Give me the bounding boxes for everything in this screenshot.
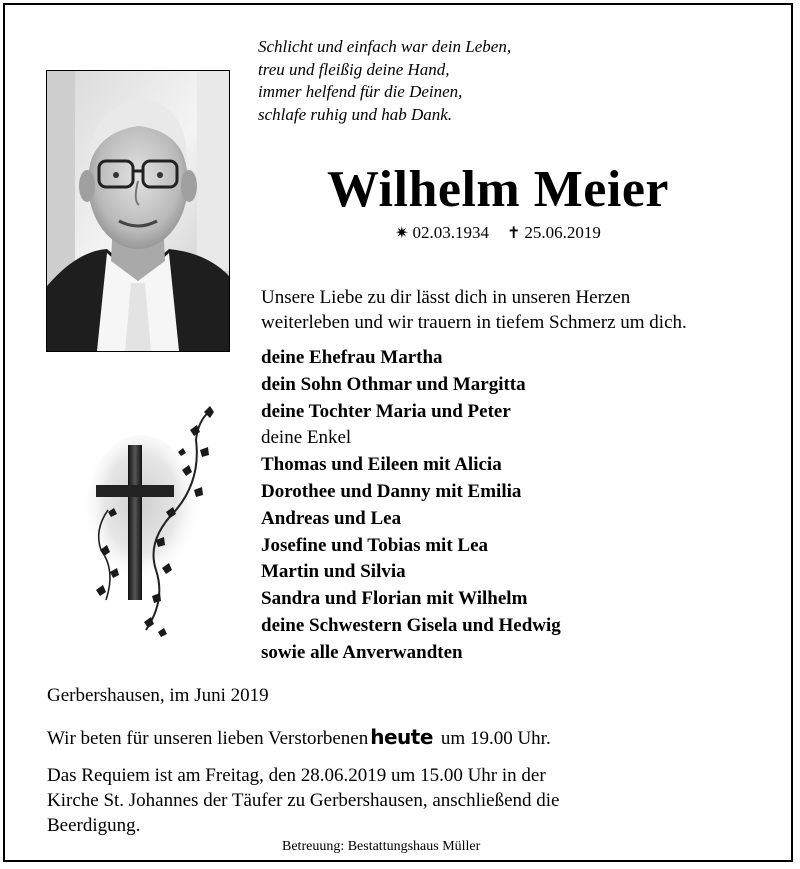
prayer-notice [47, 725, 551, 750]
birth-star-icon: ✷ [395, 225, 409, 242]
poem-line: schlafe ruhig und hab Dank. [258, 104, 453, 124]
funeral-home: Betreuung: Bestattungshaus Müller [282, 839, 481, 854]
mourner-line: Sandra und Florian mit Wilhelm [261, 588, 528, 610]
mourners-list [261, 345, 561, 667]
mourner-line: Thomas und Eileen mit Alicia [261, 454, 502, 476]
deceased-name: Wilhelm Meier [327, 161, 669, 218]
requiem-line: Beerdigung. [47, 815, 141, 836]
requiem-line: Kirche St. Johannes der Täufer zu Gerbershausen, anschließend die [47, 790, 560, 811]
mourner-line: deine Schwestern Gisela und Hedwig [261, 614, 561, 636]
mourner-line: Dorothee und Danny mit Emilia [261, 480, 522, 502]
mourner-line: deine Ehefrau Martha [261, 347, 443, 368]
requiem-line: Das Requiem ist am Freitag, den 28.06.2019 um 15.00 Uhr in der [47, 765, 546, 786]
intro-line: Unsere Liebe zu dir lässt dich in unseren Herzen [261, 287, 631, 308]
mourner-line: sowie alle Anverwandten [261, 641, 463, 663]
prayer-text-after: um 19.00 Uhr. [440, 728, 551, 749]
prayer-text-before: Wir beten für unseren lieben Verstorbenen [47, 728, 369, 749]
poem-line: immer helfend für die Deinen, [258, 82, 463, 101]
place-and-date: Gerbershausen, im Juni 2019 [47, 685, 269, 706]
mourner-line: deine Enkel [261, 427, 352, 449]
requiem-notice [47, 763, 559, 838]
intro-line: weiterleben und wir trauern in tiefem Schmerz um dich. [261, 312, 687, 333]
life-dates [258, 223, 738, 243]
death-date: 25.06.2019 [524, 223, 601, 242]
mourner-line: Andreas und Lea [261, 507, 402, 529]
mourner-line: deine Tochter Maria und Peter [261, 400, 511, 422]
prayer-highlight: heute [370, 725, 433, 749]
mourner-line: Martin und Silvia [261, 561, 406, 583]
poem [258, 36, 511, 126]
death-cross-icon: ✝ [507, 225, 521, 242]
intro-text [261, 285, 687, 335]
poem-line: Schlicht und einfach war dein Leben, [258, 37, 512, 56]
mourner-line: dein Sohn Othmar und Margitta [261, 373, 526, 395]
poem-line: treu und fleißig deine Hand, [258, 59, 450, 79]
cross-with-ivy-icon [86, 400, 226, 650]
portrait-photo [46, 70, 230, 352]
birth-date: 02.03.1934 [412, 223, 489, 242]
mourner-line: Josefine und Tobias mit Lea [261, 534, 488, 556]
